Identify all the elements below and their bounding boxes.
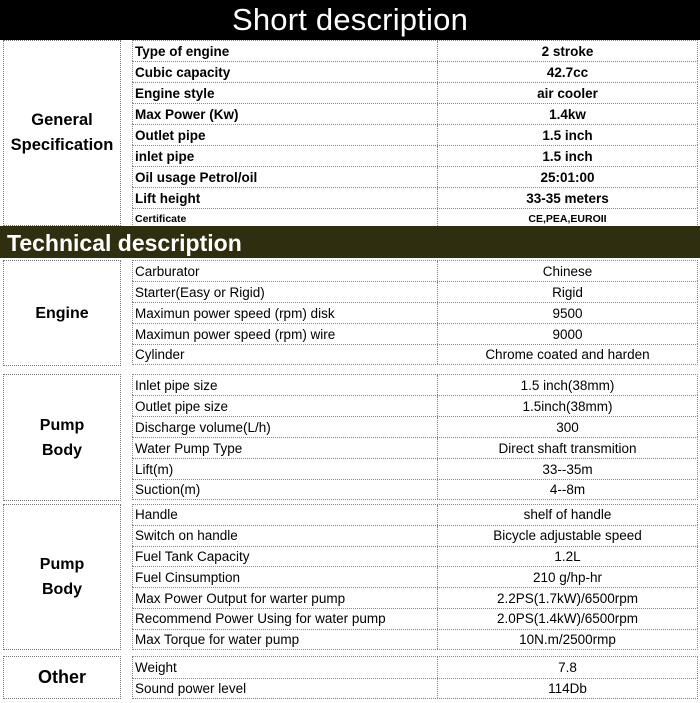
spec-name: Maximun power speed (rpm) disk xyxy=(135,305,335,321)
spec-name: Recommend Power Using for water pump xyxy=(135,611,386,627)
spec-name: Outlet pipe xyxy=(135,127,206,143)
spec-value: 42.7cc xyxy=(546,64,589,80)
spec-value: 25:01:00 xyxy=(540,169,595,185)
spec-name: Max Power Output for warter pump xyxy=(135,590,346,606)
section-label-general: General Specification xyxy=(3,40,121,226)
table-row xyxy=(132,504,698,525)
spec-value: 2 stroke xyxy=(541,43,594,59)
spec-value: 210 g/hp-hr xyxy=(532,569,603,585)
section-label-pump-body-1: Pump Body xyxy=(3,374,121,501)
spec-value: 300 xyxy=(556,419,579,435)
section-label-engine: Engine xyxy=(3,260,121,366)
table-row xyxy=(132,395,698,416)
pump-body-table-1 xyxy=(132,374,698,501)
table-row xyxy=(132,344,698,365)
spec-name: Max Torque for water pump xyxy=(135,631,300,647)
table-row xyxy=(132,546,698,567)
spec-value: 1.5inch(38mm) xyxy=(522,398,613,414)
table-row xyxy=(132,656,698,678)
spec-name: Starter(Easy or Rigid) xyxy=(135,284,265,300)
spec-value: shelf of handle xyxy=(523,507,612,523)
spec-value: 7.8 xyxy=(558,659,577,675)
table-row xyxy=(132,166,698,187)
spec-name: inlet pipe xyxy=(135,148,195,164)
spec-name: Inlet pipe size xyxy=(135,377,218,393)
spec-name: Cubic capacity xyxy=(135,64,231,80)
table-row xyxy=(132,145,698,166)
spec-name: Maximun power speed (rpm) wire xyxy=(135,326,336,342)
table-row xyxy=(132,678,698,700)
spec-value: 4--8m xyxy=(549,482,586,497)
spec-value: Chrome coated and harden xyxy=(485,347,650,362)
table-row xyxy=(132,281,698,302)
pump-body-table-2 xyxy=(132,504,698,650)
spec-name: Discharge volume(L/h) xyxy=(135,419,271,435)
table-row xyxy=(132,587,698,608)
spec-value: 2.0PS(1.4kW)/6500rpm xyxy=(496,611,639,627)
general-specification-section xyxy=(0,40,700,226)
pump-body-section-1 xyxy=(0,374,700,501)
table-row xyxy=(132,629,698,650)
table-row xyxy=(132,437,698,458)
spec-value: 1.2L xyxy=(554,548,581,564)
table-row xyxy=(132,260,698,281)
spec-value: 1.4kw xyxy=(549,106,586,122)
other-section xyxy=(0,656,700,699)
spec-name: Certificate xyxy=(135,212,187,225)
spec-name: Lift(m) xyxy=(135,461,174,477)
spec-value: 10N.m/2500rmp xyxy=(519,631,616,647)
short-description-header: Short description xyxy=(0,0,700,40)
spec-value: 1.5 inch xyxy=(542,127,593,143)
technical-description-header: Technical description xyxy=(0,226,700,258)
table-row xyxy=(132,479,698,500)
engine-section xyxy=(0,260,700,366)
spec-value: Bicycle adjustable speed xyxy=(493,528,642,544)
spec-name: Outlet pipe size xyxy=(135,398,229,414)
spec-value: 114Db xyxy=(548,680,587,696)
other-table xyxy=(132,656,698,699)
spec-value: 2.2PS(1.7kW)/6500rpm xyxy=(496,590,639,606)
spec-value: Rigid xyxy=(552,284,583,300)
spec-name: Water Pump Type xyxy=(135,440,243,456)
spec-name: Switch on handle xyxy=(135,528,238,544)
spec-value: air cooler xyxy=(537,85,598,101)
spec-name: Handle xyxy=(135,507,178,523)
spec-name: Oil usage Petrol/oil xyxy=(135,169,258,185)
section-label-other: Other xyxy=(3,656,121,699)
table-row xyxy=(132,302,698,323)
spec-name: Weight xyxy=(135,659,177,675)
spec-value: 1.5 inch(38mm) xyxy=(520,377,615,393)
spec-name: Type of engine xyxy=(135,43,230,59)
table-row xyxy=(132,82,698,103)
spec-value: 33-35 meters xyxy=(526,190,609,206)
spec-name: Fuel Tank Capacity xyxy=(135,548,250,564)
spec-value: 9000 xyxy=(552,326,583,342)
table-row xyxy=(132,458,698,479)
table-row xyxy=(132,103,698,124)
table-row xyxy=(132,566,698,587)
table-row xyxy=(132,40,698,61)
spec-value: 33--35m xyxy=(542,461,593,477)
table-row xyxy=(132,374,698,395)
table-row xyxy=(132,124,698,145)
spec-value: 1.5 inch xyxy=(542,148,593,164)
spec-name: Suction(m) xyxy=(135,482,201,497)
spec-name: Carburator xyxy=(135,263,200,279)
table-row xyxy=(132,608,698,629)
spec-value: Direct shaft transmition xyxy=(498,440,637,456)
spec-name: Cylinder xyxy=(135,347,185,362)
table-row xyxy=(132,416,698,437)
spec-value: Chinese xyxy=(542,263,593,279)
pump-body-section-2 xyxy=(0,504,700,650)
spec-value: CE,PEA,EUROII xyxy=(528,212,607,225)
spec-name: Fuel Cinsumption xyxy=(135,569,241,585)
table-row xyxy=(132,525,698,546)
spec-name: Max Power (Kw) xyxy=(135,106,239,122)
table-row xyxy=(132,323,698,344)
table-row xyxy=(132,61,698,82)
spec-value: 9500 xyxy=(552,305,583,321)
general-spec-table xyxy=(132,40,698,226)
spec-name: Engine style xyxy=(135,85,215,101)
spec-name: Sound power level xyxy=(135,680,247,696)
table-row xyxy=(132,187,698,208)
engine-table xyxy=(132,260,698,366)
section-label-pump-body-2: Pump Body xyxy=(3,504,121,650)
spec-name: Lift height xyxy=(135,190,201,206)
